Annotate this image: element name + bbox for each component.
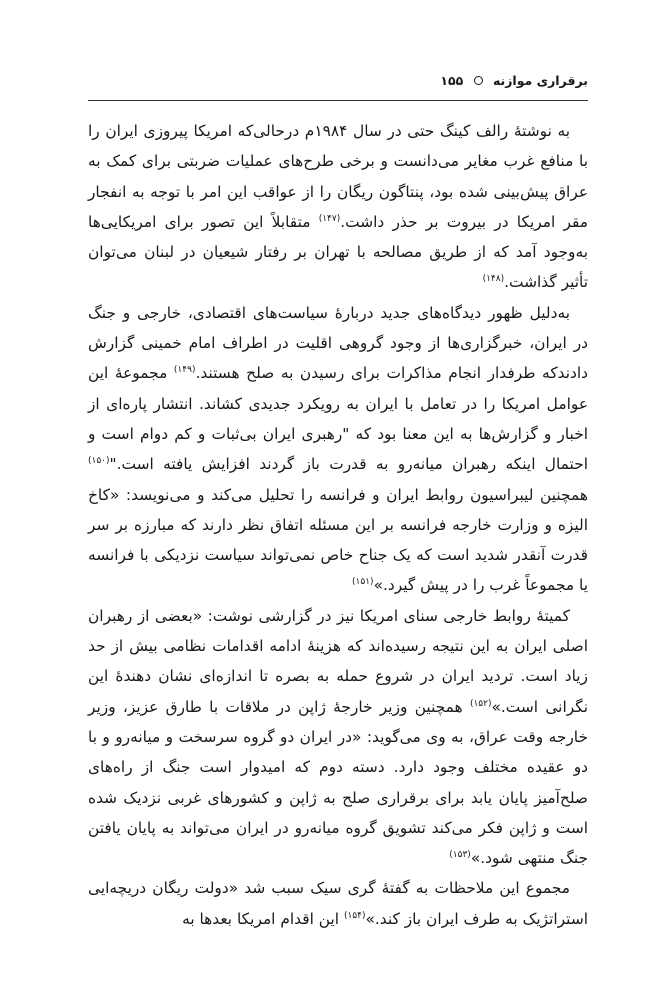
section-title: برقراری موازنه <box>492 73 588 88</box>
paragraph-text: مجموعهٔ این عوامل امریکا را در تعامل با ایران به رویکرد جدیدی کشاند. انتشار پاره‌ای از اخبار و گزارش‌ها به این معنا بود که "رهبری ایران بی‌ثبات و کم دوام است و احتمال اینکه رهبران میانه‌رو به قدرت باز گردند افزایش یافته است." <box>88 364 588 474</box>
footnote-ref-153: (۱۵۳) <box>449 850 471 861</box>
paragraph-2 <box>88 298 588 601</box>
running-header <box>88 72 588 88</box>
paragraph-text: به‌دلیل ظهور دیدگاه‌های جدید دربارهٔ سیاست‌های اقتصادی، خارجی و جنگ در ایران، خبرگزاری‌ها از وجود گروهی اقلیت در اطراف امام خمینی گزارش دادندکه طرفدار انجام مذاکرات برای رسیدن به صلح هستند. <box>88 303 588 383</box>
footnote-ref-149: (۱۴۹) <box>173 365 196 376</box>
paragraph-text: همچنین لیبراسیون روابط ایران و فرانسه را تحلیل می‌کند و می‌نویسد: «کاخ الیزه و وزارت خارجه فرانسه بر این مسئله اتفاق نظر دارند که مبارزه بر سر قدرت آنقدر شدید است که یک جناح خاص نمی‌تواند سیاست نزدیکی با فرانسه یا مجموعاً غرب را در پیش گیرد.» <box>88 485 588 595</box>
paragraph-text: متقابلاً این تصور برای امریکایی‌ها به‌وجود آمد که از طریق مصالحه با تهران بر رفتار شیعیان در لبنان می‌توان تأثیر گذاشت. <box>88 212 588 292</box>
circle-separator-icon <box>474 76 483 85</box>
paragraph-text: این اقدام امریکا بعدها به <box>182 909 344 928</box>
footnote-ref-151: (۱۵۱) <box>352 577 374 588</box>
footnote-ref-152: (۱۵۲) <box>469 698 492 709</box>
body-text <box>88 116 588 934</box>
header-rule <box>88 100 588 101</box>
footnote-ref-150: (۱۵۰) <box>88 456 110 467</box>
paragraph-3 <box>88 601 588 874</box>
page-number: ۱۵۵ <box>440 73 464 88</box>
paragraph-text: مجموع این ملاحظات به گفتهٔ گری سیک سبب شد «دولت ریگان دریچه‌ایی استراتژیک به طرف ایران باز کند.» <box>88 879 588 928</box>
paragraph-text: به نوشتهٔ رالف کینگ حتی در سال ۱۹۸۴م درحالی‌که امریکا پیروزی ایران را با منافع غرب مغایر می‌دانست و برخی طرح‌های عملیات ضربتی برای کمک به عراق پیش‌بینی شده بود، پنتاگون ریگان را از عواقب این امر با توجه به انفجار مقر امریکا در بیروت بر حذر داشت. <box>88 122 588 231</box>
footnote-ref-154: (۱۵۴) <box>343 910 366 921</box>
footnote-ref-148: (۱۴۸) <box>482 274 505 285</box>
paragraph-text: همچنین وزیر خارجهٔ ژاپن در ملاقات با طارق عزیز، وزیر خارجه وقت عراق، به وی می‌گوید: «در ایران دو گروه سرسخت و میانه‌رو و با دو عقیده مختلف وجود دارد. دسته دوم که امیدوار است جنگ از راه‌های صلح‌آمیز پایان یابد برای برقراری صلح به ژاپن و کشورهای غربی نزدیک شده است و ژاپن فکر می‌کند تشویق گروه میانه‌رو در ایران می‌تواند به پایان یافتن جنگ منتهی شود.» <box>88 697 588 868</box>
paragraph-1 <box>88 116 588 298</box>
footnote-ref-147: (۱۴۷) <box>318 213 341 224</box>
paragraph-text: کمیتهٔ روابط خارجی سنای امریکا نیز در گزارشی نوشت: «بعضی از رهبران اصلی ایران به این نتیجه رسیده‌اند که هزینهٔ ادامه اقدامات نظامی بیش از حد زیاد است. تردید ایران در شروع حمله به بصره تا اندازه‌ای نشان دهندهٔ این نگرانی است.» <box>88 606 589 716</box>
paragraph-4 <box>88 873 588 934</box>
